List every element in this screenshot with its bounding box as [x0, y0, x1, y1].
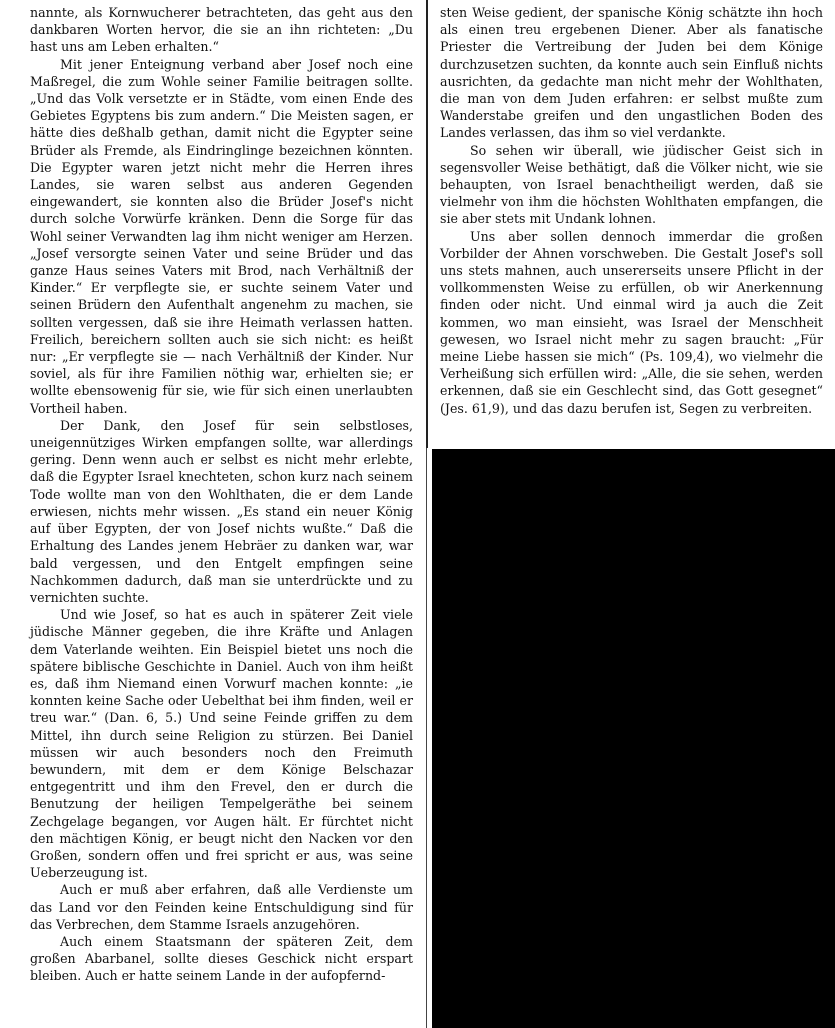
blacked-out-region [432, 449, 835, 1028]
paragraph: Auch er muß aber erfahren, daß alle Verdienste um das Land vor den Feinden keine Entschuldigung sind für das Verbrechen, dem Stamme Israels anzugehören. [30, 882, 413, 932]
left-text-column [30, 4, 413, 985]
column-divider-lower [426, 448, 427, 1028]
right-text-column [440, 4, 823, 417]
paragraph: Der Dank, den Josef für sein selbstloses, uneigennütziges Wirken empfangen sollte, war allerdings gering. Denn wenn auch er selbst es nicht mehr erlebte, daß die Egypter Israel knechteten, schon kurz nach seinem Tode wollte man von den Wohlthaten, die er dem Lande erwiesen, nichts mehr wissen. „Es stand ein neuer König auf über Egypten, der von Josef nichts wußte.“ Daß die Erhaltung des Landes jenem Hebräer zu danken war, war bald vergessen, und den Entgelt empfingen seine Nachkommen dadurch, daß man sie unterdrückte und zu vernichten suchte. [30, 417, 413, 605]
paragraph: Und wie Josef, so hat es auch in späterer Zeit viele jüdische Männer gegeben, die ihre Kräfte und Anlagen dem Vaterlande weihten. Ein Beispiel bietet uns noch die spätere biblische Geschichte in Daniel. Auch von ihm heißt es, daß ihm Niemand einen Vorwurf machen konnte: „ie konnten keine Sache oder Uebelthat bei ihm finden, weil er treu war.“ (Dan. 6, 5.) Und seine Feinde griffen zu dem Mittel, ihn durch seine Religion zu stürzen. Bei Daniel müssen wir auch besonders noch den Freimuth bewundern, mit dem er dem Könige Belschazar entgegentritt und ihm den Frevel, den er durch die Benutzung der heiligen Tempelgeräthe bei seinem Zechgelage begangen, vor Augen hält. Er fürchtet nicht den mächtigen König, er beugt nicht den Nacken vor den Großen, sondern offen und frei spricht er aus, was seine Ueberzeugung ist. [30, 607, 413, 881]
paragraph: Auch einem Staatsmann der späteren Zeit, dem großen Abarbanel, sollte dieses Geschick nicht erspart bleiben. Auch er hatte seinem Lande in der aufopfernd- [30, 933, 413, 984]
paragraph: So sehen wir überall, wie jüdischer Geist sich in segensvoller Weise bethätigt, daß die Völker nicht, wie sie behaupten, von Israel benachtheiligt werden, daß sie vielmehr von ihm die höchsten Wohlthaten empfangen, die sie aber stets mit Undank lohnen. [440, 142, 823, 227]
paragraph: Uns aber sollen dennoch immerdar die großen Vorbilder der Ahnen vorschweben. Die Gestalt Josef's soll uns stets mahnen, auch unsererseits unsere Pflicht in der vollkommensten Weise zu erfüllen, ob wir Anerkennung finden oder nicht. Und einmal wird ja auch die Zeit kommen, wo man einsieht, was Israel der Menschheit gewesen, wo Israel nicht mehr zu sagen braucht: „Für meine Liebe hassen sie mich“ (Ps. 109,4), wo vielmehr die Verheißung sich erfüllen wird: „Alle, die sie sehen, werden erkennen, daß sie ein Geschlecht sind, das Gott gesegnet“ (Jes. 61,9), und das dazu berufen ist, Segen zu verbreiten. [440, 228, 823, 416]
paragraph-continuation: nannte, als Kornwucherer betrachteten, das geht aus den dankbaren Worten hervor, die sie an ihn richteten: „Du hast uns am Leben erhalten.“ [30, 5, 413, 55]
paragraph-continuation: sten Weise gedient, der spanische König schätzte ihn hoch als einen treu ergebenen Diener. Aber als fanatische Priester die Vertreibung der Juden bei dem Könige durchzusetzen suchten, da konnte auch sein Einfluß nichts ausrichten, da gedachte man nicht mehr der Wohlthaten, die man von dem Juden erfahren: er selbst mußte zum Wanderstabe greifen und den ungastlichen Boden des Landes verlassen, das ihm so viel verdankte. [440, 5, 823, 141]
column-divider [426, 0, 428, 448]
paragraph: Mit jener Enteignung verband aber Josef noch eine Maßregel, die zum Wohle seiner Familie beitragen sollte. „Und das Volk versetzte er in Städte, vom einen Ende des Gebietes Egyptens bis zum andern.“ Die Meisten sagen, er hätte dies deßhalb gethan, damit nicht die Egypter seine Brüder als Fremde, als Eindringlinge bezeichnen könnten. Die Egypter waren jetzt nicht mehr die Herren ihres Landes, sie waren selbst aus anderen Gegenden eingewandert, sie konnten also die Brüder Josef's nicht durch solche Vorwürfe kränken. Denn die Sorge für das Wohl seiner Verwandten lag ihm nicht weniger am Herzen. „Josef versorgte seinen Vater und seine Brüder und das ganze Haus seines Vaters mit Brod, nach Verhältniß der Kinder.“ Er verpflegte sie, er suchte seinem Vater und seinen Brüdern den Aufenthalt angenehm zu machen, sie sollten vergessen, daß sie ihre Heimath verlassen hatten. Freilich, bereichern sollten auch sie sich nicht: es heißt nur: „Er verpflegte sie — nach Verhältniß der Kinder. Nur soviel, als für ihre Familien nöthig war, erhielten sie; er wollte ebensowenig für sie, wie für sich einen unerlaubten Vortheil haben. [30, 56, 413, 416]
